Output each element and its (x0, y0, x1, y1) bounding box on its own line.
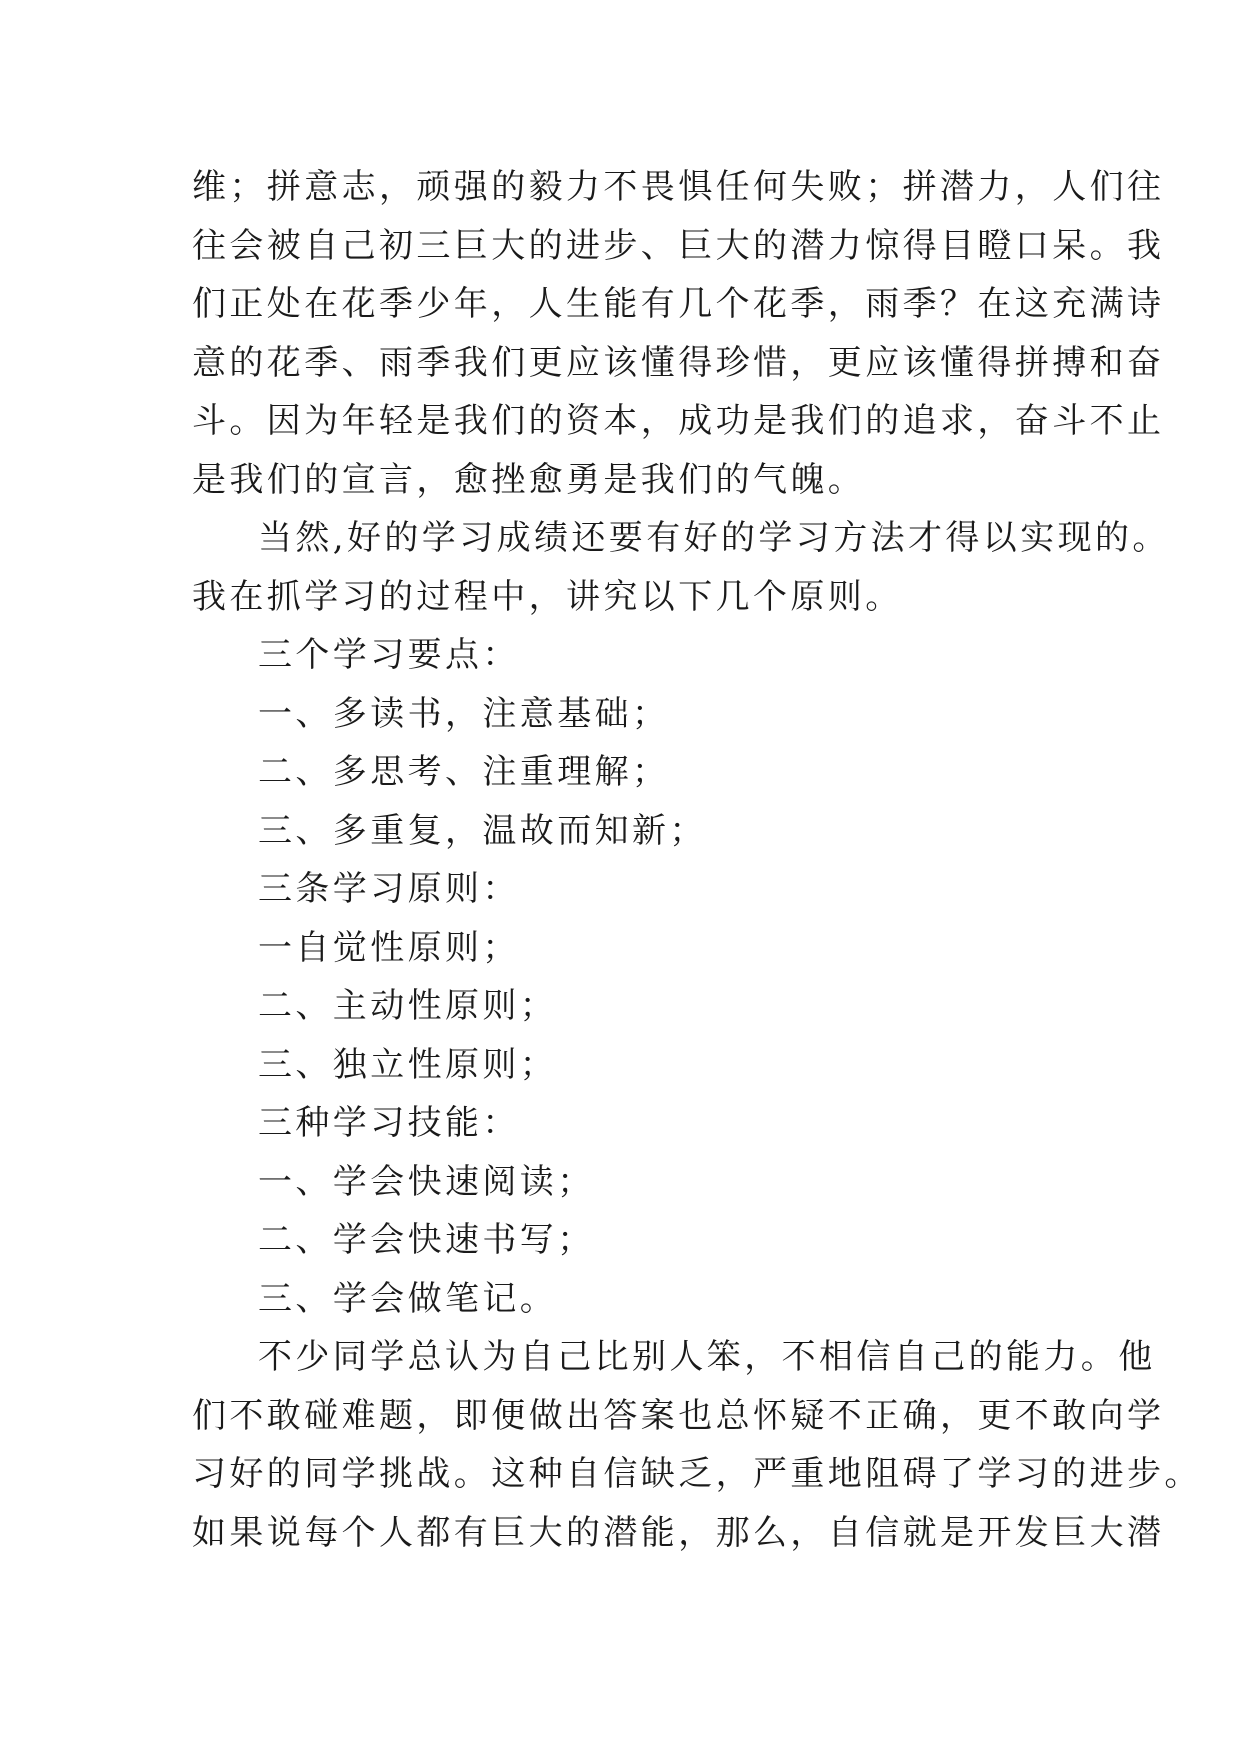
list-item: 一自觉性原则； (258, 927, 520, 968)
text-line: 不少同学总认为自己比别人笨，不相信自己的能力。他 (258, 1337, 1156, 1377)
paragraph-perseverance (192, 158, 1165, 509)
text-line: 我在抓学习的过程中，讲究以下几个原则。 (192, 576, 903, 617)
study-points-section (192, 626, 1052, 860)
text-line: 斗。因为年轻是我们的资本，成功是我们的追求，奋斗不止 (192, 401, 1165, 441)
text-line: 们不敢碰难题，即便做出答案也总怀疑不正确，更不敢向学 (192, 1395, 1165, 1436)
document-body (192, 158, 1202, 1562)
section-heading: 三种学习技能： (258, 1103, 520, 1143)
text-line: 们正处在花季少年，人生能有几个花季，雨季？在这充满诗 (192, 284, 1165, 324)
text-line: 是我们的宣言，愈挫愈勇是我们的气魄。 (192, 459, 866, 500)
list-item: 二、多思考、注重理解； (258, 752, 670, 792)
section-heading: 三条学习原则： (258, 869, 520, 909)
list-item: 三、独立性原则； (258, 1044, 558, 1085)
list-item: 一、多读书，注意基础； (258, 693, 670, 734)
text-line: 习好的同学挑战。这种自信缺乏，严重地阻碍了学习的进步。 (192, 1454, 1202, 1494)
text-line: 意的花季、雨季我们更应该懂得珍惜，更应该懂得拼搏和奋 (192, 342, 1165, 383)
list-item: 二、主动性原则； (258, 986, 558, 1026)
text-line: 往会被自己初三巨大的进步、巨大的潜力惊得目瞪口呆。我 (192, 225, 1165, 266)
list-item: 一、学会快速阅读； (258, 1161, 595, 1202)
study-skills-section (192, 1094, 1052, 1328)
study-principles-section (192, 860, 1052, 1094)
text-line: 当然,好的学习成绩还要有好的学习方法才得以实现的。 (258, 518, 1170, 558)
list-item: 三、学会做笔记。 (258, 1278, 558, 1319)
section-heading: 三个学习要点： (258, 635, 520, 675)
list-item: 二、学会快速书写； (258, 1220, 595, 1260)
paragraph-study-methods (192, 509, 1170, 626)
text-line: 如果说每个人都有巨大的潜能，那么，自信就是开发巨大潜 (192, 1512, 1165, 1553)
paragraph-self-confidence (192, 1328, 1202, 1562)
text-line: 维；拼意志，顽强的毅力不畏惧任何失败；拼潜力，人们往 (192, 167, 1165, 207)
list-item: 三、多重复，温故而知新； (258, 810, 707, 851)
